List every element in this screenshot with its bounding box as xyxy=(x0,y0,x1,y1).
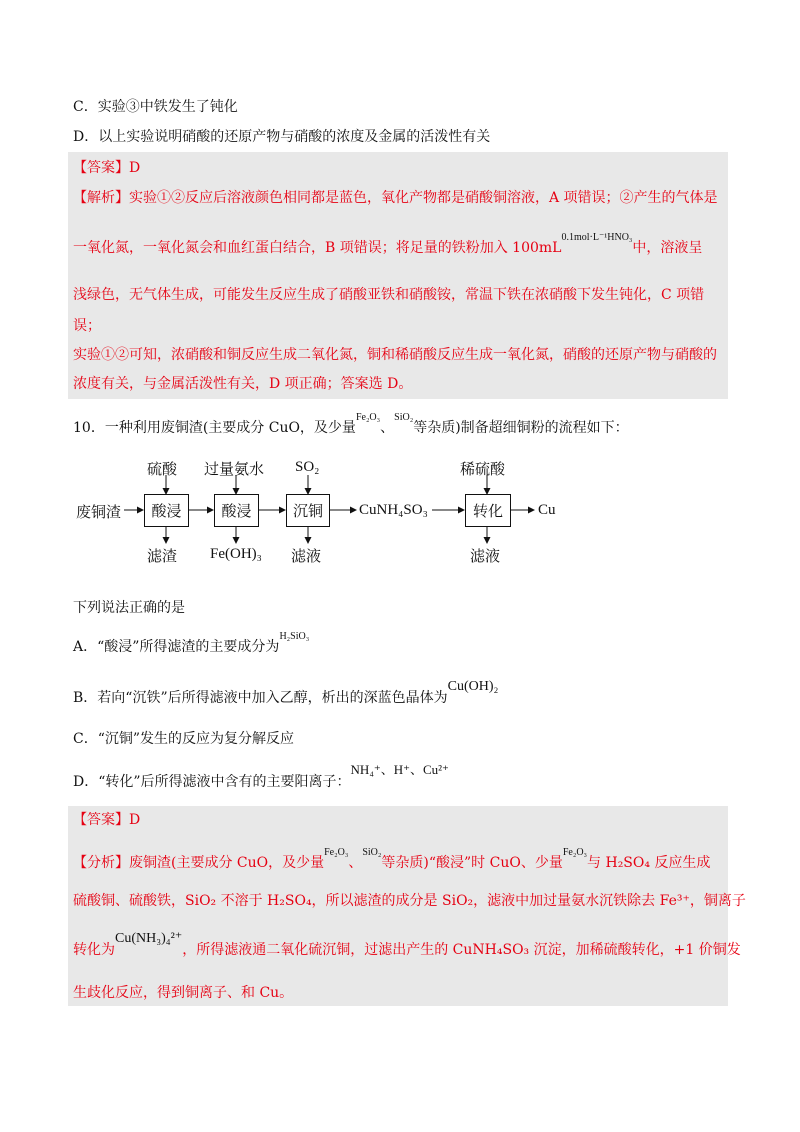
flow-box-conversion: 转化 xyxy=(465,494,511,527)
q10-option-d xyxy=(73,762,449,792)
answer-value: D xyxy=(129,160,141,176)
analysis-text: 等杂质)“酸浸”时 CuO、少量 xyxy=(381,855,563,871)
h2sio3-formula: H₂SiO₃ xyxy=(279,631,310,642)
flow-input-so2: SO₂ xyxy=(295,459,320,475)
fe2o3-formula: Fe₂O₃ xyxy=(355,412,381,423)
analysis-text: ，所得滤液通二氧化硫沉铜，过滤出产生的 CuNH₄SO₃ 沉淀，加稀硫酸转化，+1 价铜发 xyxy=(182,942,741,958)
analysis-label: 【解析】 xyxy=(73,190,129,206)
q10-analysis-line: 生歧化反应，得到铜离子、和 Cu。 xyxy=(73,985,294,1001)
copper-ammine-complex: Cu(NH₃)₄²⁺ xyxy=(115,931,183,946)
analysis-text: 一氧化氮，一氧化氮会和血红蛋白结合，B 项错误；将足量的铁粉加入 100mL xyxy=(73,240,562,256)
flow-intermediate: CuNH₄SO₃ xyxy=(359,502,428,518)
stem-text: 10．一种利用废铜渣(主要成分 CuO，及少量 xyxy=(73,420,356,436)
q9-analysis-line: 浓度有关，与金属活泼性有关，D 项正确；答案选 D。 xyxy=(73,376,413,392)
option-text: B．若向“沉铁”后所得滤液中加入乙醇，析出的深蓝色晶体为 xyxy=(73,690,448,706)
analysis-text: 转化为 xyxy=(73,942,115,958)
q9-analysis-line: 实验①②可知，浓硝酸和铜反应生成二氧化氮，铜和稀硝酸反应生成一氧化氮，硝酸的还原产物与硝酸的 xyxy=(73,347,717,363)
flow-output-feoh3: Fe(OH)₃ xyxy=(210,546,262,562)
cuoh2-formula: Cu(OH)₂ xyxy=(447,679,499,694)
flow-output-residue: 滤渣 xyxy=(147,547,178,565)
separator: 、 xyxy=(380,420,395,436)
fe2o3-formula: Fe₂O₃ xyxy=(562,847,588,858)
flow-input-ammonia: 过量氨水 xyxy=(204,460,265,478)
answer-label: 【答案】 xyxy=(73,160,129,176)
separator: 、 xyxy=(348,855,363,871)
q10-analysis-line xyxy=(73,847,711,875)
flow-box-acid-leach: 酸浸 xyxy=(144,494,189,527)
answer-label: 【答案】 xyxy=(73,812,129,828)
q10-option-a xyxy=(73,631,310,659)
q9-analysis-line: 浅绿色，无气体生成，可能发生反应生成了硝酸亚铁和硝酸铵，常温下铁在浓硝酸下发生钝化，C 项错 xyxy=(73,287,705,303)
flow-output-filtrate: 滤液 xyxy=(291,547,322,565)
q10-option-c: C．“沉铜”发生的反应为复分解反应 xyxy=(73,731,295,747)
q10-analysis-line xyxy=(73,931,741,961)
flow-start: 废铜渣 xyxy=(76,503,122,521)
q10-prompt: 下列说法正确的是 xyxy=(73,600,185,616)
analysis-label: 【分析】 xyxy=(73,855,129,871)
q9-option-c: C．实验③中铁发生了钝化 xyxy=(73,99,238,115)
q9-option-d: D．以上实验说明硝酸的还原产物与硝酸的浓度及金属的活泼性有关 xyxy=(73,129,491,145)
flow-box-copper-precip: 沉铜 xyxy=(286,494,330,527)
flow-box-acid-leach-2: 酸浸 xyxy=(214,494,259,527)
analysis-text: 实验①②反应后溶液颜色相同都是蓝色，氧化产物都是硝酸铜溶液，A 项错误；②产生的气体是 xyxy=(129,190,718,206)
q10-answer xyxy=(73,810,140,830)
sio2-formula: SiO₂ xyxy=(394,412,414,423)
fe2o3-formula: Fe₂O₃ xyxy=(324,847,349,858)
answer-value: D xyxy=(129,812,141,828)
q10-option-b xyxy=(73,679,499,709)
q10-analysis-line: 硫酸铜、硫酸铁，SiO₂ 不溶于 H₂SO₄，所以滤渣的成分是 SiO₂，滤液中加过量氨水沉铁除去 Fe³⁺，铜离子 xyxy=(73,893,746,909)
stem-text: 等杂质)制备超细铜粉的流程如下： xyxy=(413,420,629,436)
flow-output-filtrate-2: 滤液 xyxy=(470,547,501,565)
flow-input-dilute-acid: 稀硫酸 xyxy=(460,460,506,478)
concentration-formula: 0.1mol·L⁻¹HNO₃ xyxy=(561,232,633,243)
flow-input-sulfuric-acid: 硫酸 xyxy=(147,460,178,478)
analysis-text: 中，溶液呈 xyxy=(632,240,703,256)
analysis-text: 废铜渣(主要成分 CuO，及少量 xyxy=(129,855,325,871)
q9-analysis-line: 误； xyxy=(73,318,101,334)
cation-list: NH₄⁺、H⁺、Cu²⁺ xyxy=(350,762,449,777)
flow-product: Cu xyxy=(538,502,556,518)
option-text: A．“酸浸”所得滤渣的主要成分为 xyxy=(73,639,280,655)
option-text: D．“转化”后所得滤液中含有的主要阳离子： xyxy=(73,774,351,790)
analysis-text: 与 H₂SO₄ 反应生成 xyxy=(587,855,711,871)
sio2-formula: SiO₂ xyxy=(362,847,382,858)
